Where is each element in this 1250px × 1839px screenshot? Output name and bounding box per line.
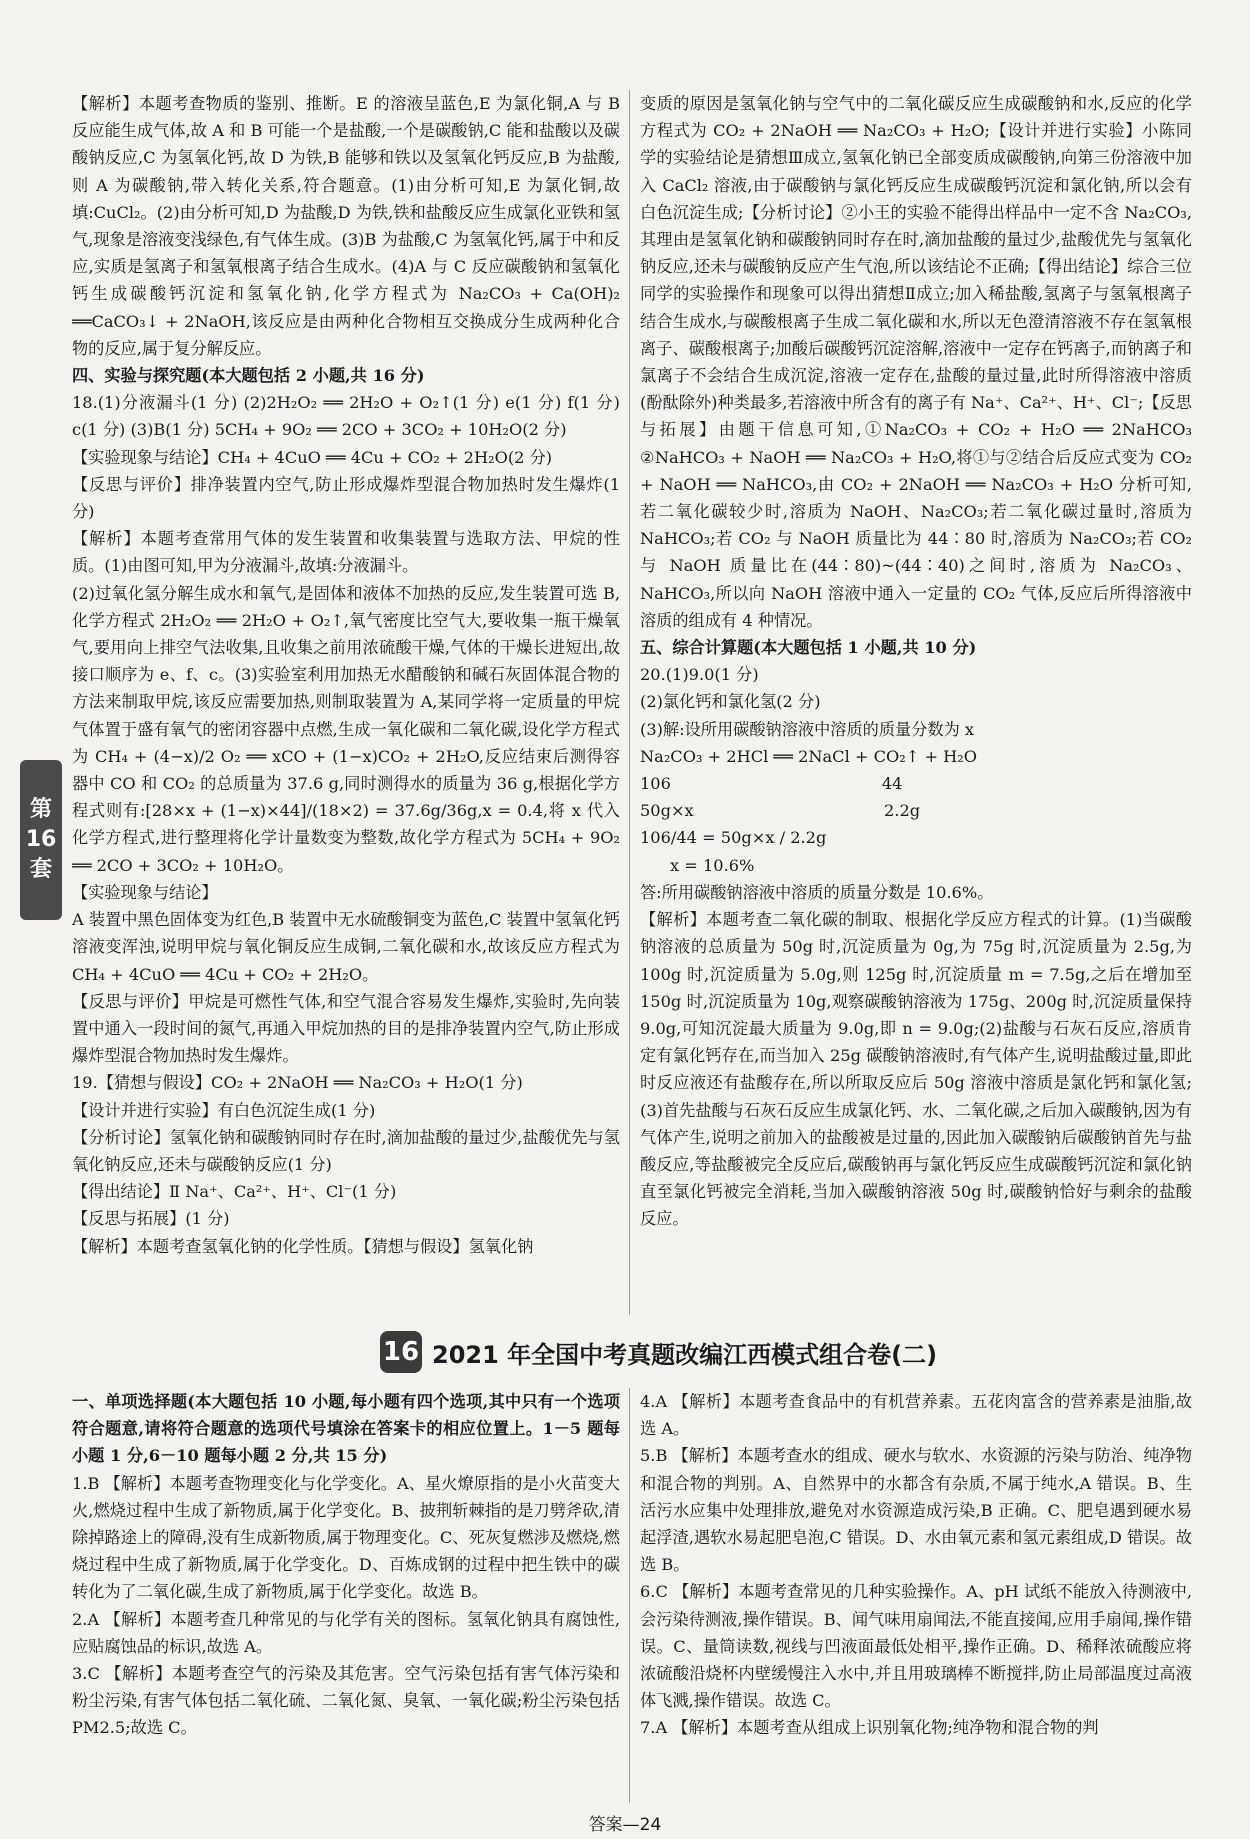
paragraph: 4.A 【解析】本题考查食品中的有机营养素。五花肉富含的营养素是油脂,故选 A。 [640,1392,1192,1439]
section-heading: 四、实验与探究题(本大题包括 2 小题,共 16 分) [72,366,425,386]
paragraph: 6.C 【解析】本题考查常见的几种实验操作。A、pH 试纸不能放入待测液中,会污染待测液,操作错误。B、闻气味用扇闻法,不能直接闻,应用手扇闻,操作错误。C、量筒读数,视线与凹液面最低处相平,操作正确。D、稀释浓硫酸应将浓硫酸沿烧杯内壁缓慢注入水中,并且用玻璃棒不断搅拌,防止局部温度过高液体飞溅,操作错误。故选 C。 [640,1582,1192,1711]
section-heading: 一、单项选择题(本大题包括 10 小题,每小题有四个选项,其中只有一个选项符合题意,请将符合题意的选项代号填涂在答案卡的相应位置上。1－5 题每小题 1 分,6－10 题每小题 2 分,共 15 分) [72,1392,620,1466]
paragraph: 【反思与评价】甲烷是可燃性气体,和空气混合容易发生爆炸,实验时,先向装置中通入一段时间的氮气,再通入甲烷加热的目的是排净装置内空气,防止形成爆炸型混合物加热时发生爆炸。 [72,991,620,1066]
paragraph: 【得出结论】Ⅱ Na⁺、Ca²⁺、H⁺、Cl⁻(1 分) [72,1182,397,1202]
paragraph: 1.B 【解析】本题考查物理变化与化学变化。A、星火燎原指的是小火苗变大火,燃烧过程中生成了新物质,属于化学变化。B、披荆斩棘指的是刀劈斧砍,清除掉路途上的障碍,没有生成新物质,属于物理变化。C、死灰复燃涉及燃烧,燃烧过程中生成了新物质,属于化学变化。D、百炼成钢的过程中把生铁中的碳转化为了二氧化碳,生成了新物质,属于化学变化。故选 B。 [72,1473,620,1602]
paragraph: 19.【猜想与假设】CO₂ + 2NaOH ══ Na₂CO₃ + H₂O(1 分) [72,1073,523,1093]
paragraph: 【实验现象与结论】CH₄ + 4CuO ══ 4Cu + CO₂ + 2H₂O(2 分) [72,447,553,467]
answer-column-bottom-right [640,1388,1192,1803]
paragraph: 【解析】本题考查常用气体的发生装置和收集装置与选取方法、甲烷的性质。(1)由图可知,甲为分液漏斗,故填:分液漏斗。 [72,529,620,576]
paragraph: 【反思与评价】排净装置内空气,防止形成爆炸型混合物加热时发生爆炸(1 分) [72,474,620,522]
paragraph: (2)氯化钙和氯化氢(2 分) [640,692,821,712]
paragraph: 2.A 【解析】本题考查几种常见的与化学有关的图标。氢氧化钠具有腐蚀性,应贴腐蚀品的标识,故选 A。 [72,1609,620,1656]
equation-line: 106/44 = 50g×x / 2.2g [640,828,827,848]
set-number-badge: 16 [380,1331,422,1373]
equation-line: 50g×x 2.2g [640,801,921,821]
section-title: 2021 年全国中考真题改编江西模式组合卷(二) [432,1340,938,1369]
paragraph: A 装置中黑色固体变为红色,B 装置中无水硫酸铜变为蓝色,C 装置中氢氧化钙溶液变浑浊,说明甲烷与氧化铜反应生成铜,二氧化碳和水,故该反应方程式为 CH₄ + 4CuO ══ 4Cu + CO₂ + 2H₂O。 [72,910,620,984]
paragraph: 变质的原因是氢氧化钠与空气中的二氧化碳反应生成碳酸钠和水,反应的化学方程式为 CO₂ + 2NaOH ══ Na₂CO₃ + H₂O;【设计并进行实验】小陈同学的实验结论是猜想Ⅲ成立,氢氧化钠已全部变质成碳酸钠,向第三份溶液中加入 CaCl₂ 溶液,由于碳酸钠与氯化钙反应生成碳酸钙沉淀和氯化钠,所以会有白色沉淀生成;【分析讨论】②小王的实验不能得出样品中一定不含 Na₂CO₃,其理由是氢氧化钠和碳酸钠同时存在时,滴加盐酸的量过少,盐酸优先与氢氧化钠反应,还未与碳酸钠反应产生气泡,所以该结论不正确;【得出结论】综合三位同学的实验操作和现象可以得出猜想Ⅱ成立;加入稀盐酸,氢离子与氢氧根离子结合生成水,与碳酸根离子生成二氧化碳和水,所以无色澄清溶液不存在氢氧根离子、碳酸根离子;加酸后碳酸钙沉淀溶解,溶液中一定存在钙离子,而钠离子和氯离子不会结合生成沉淀,溶液一定存在,盐酸的量过量,此时所得溶液中溶质(酚酞除外)种类最多,若溶液中所含有的离子有 Na⁺、Ca²⁺、H⁺、Cl⁻;【反思与拓展】由题干信息可知,①Na₂CO₃ + CO₂ + H₂O ══ 2NaHCO₃ ②NaHCO₃ + NaOH ══ Na₂CO₃ + H₂O,将①与②结合后反应式变为 CO₂ + NaOH ══ NaHCO₃,由 CO₂ + 2NaOH ══ Na₂CO₃ + H₂O 分析可知,若二氧化碳较少时,溶质为 NaOH、Na₂CO₃;若二氧化碳过量时,溶质为 NaHCO₃;若 CO₂ 与 NaOH 质量比为 44∶80 时,溶质为 Na₂CO₃;若 CO₂ 与 NaOH 质量比在(44∶80)~(44∶40)之间时,溶质为 Na₂CO₃、NaHCO₃,所以向 NaOH 溶液中通入一定量的 CO₂ 气体,反应后所得溶液中溶质的组成有 4 种情况。 [640,94,1192,630]
equation-line: x = 10.6% [670,855,755,875]
equation-line: 106 44 [640,774,903,794]
paragraph: 【解析】本题考查物质的鉴别、推断。E 的溶液呈蓝色,E 为氯化铜,A 与 B 反应能生成气体,故 A 和 B 可能一个是盐酸,一个是碳酸钠,C 能和盐酸以及碳酸钠反应,C 为氢氧化钙,故 D 为铁,B 能够和铁以及氢氧化钙反应,B 为盐酸,则 A 为碳酸钠,带入转化关系,符合题意。(1)由分析可知,E 为氯化铜,故填:CuCl₂。(2)由分析可知,D 为盐酸,D 为铁,铁和盐酸反应生成氯化亚铁和氢气,现象是溶液变浅绿色,有气体生成。(3)B 为盐酸,C 为氢氧化钙,属于中和反应,实质是氢离子和氢氧根离子结合生成水。(4)A 与 C 反应碳酸钠和氢氧化钙生成碳酸钙沉淀和氢氧化钠,化学方程式为 Na₂CO₃ + Ca(OH)₂ ══CaCO₃↓ + 2NaOH,该反应是由两种化合物相互交换成分生成两种化合物的反应,属于复分解反应。 [72,94,620,358]
paragraph: 3.C 【解析】本题考查空气的污染及其危害。空气污染包括有害气体污染和粉尘污染,有害气体包括二氧化硫、二氧化氮、臭氧、一氧化碳;粉尘污染包括 PM2.5;故选 C。 [72,1664,620,1738]
side-tab-char-1: 第 [29,797,52,822]
side-tab-char-2: 16 [25,827,57,852]
column-divider-bottom [629,1388,630,1803]
section-title-bar [380,1330,940,1374]
paragraph: (2)过氧化氢分解生成水和氧气,是固体和液体不加热的反应,发生装置可选 B,化学方程式 2H₂O₂ ══ 2H₂O + O₂↑,氧气密度比空气大,要收集一瓶干燥氧气,要用向上排空气法收集,且收集之前用浓硫酸干燥,气体的干燥长进短出,故接口顺序为 e、f、c。(3)实验室利用加热无水醋酸钠和碱石灰固体混合物的方法来制取甲烷,该反应需要加热,则制取装置为 A,某同学将一定质量的甲烷气体置于盛有氧气的密闭容器中点燃,生成一氧化碳和二氧化碳,设化学方程式为 CH₄ + (4−x)/2 O₂ ══ xCO + (1−x)CO₂ + 2H₂O,反应结束后测得容器中 CO 和 CO₂ 的总质量为 37.6 g,同时测得水的质量为 36 g,根据化学方程式则有:[28×x + (1−x)×44]/(18×2) = 37.6g/36g,x = 0.4,将 x 代入化学方程式,进行整理将化学计量数变为整数,故化学方程式为 5CH₄ + 9O₂ ══ 2CO + 3CO₂ + 10H₂O。 [72,583,620,875]
paragraph: 20.(1)9.0(1 分) [640,665,759,685]
side-tab-char-3: 套 [29,857,52,882]
answer-column-bottom-left [72,1388,620,1803]
paragraph: 答:所用碳酸钠溶液中溶质的质量分数是 10.6%。 [640,882,994,902]
paragraph: 【分析讨论】氢氧化钠和碳酸钠同时存在时,滴加盐酸的量过少,盐酸优先与氢氧化钠反应,还未与碳酸钠反应(1 分) [72,1127,620,1174]
paragraph: 【反思与拓展】(1 分) [72,1209,230,1229]
paragraph: 【解析】本题考查二氧化碳的制取、根据化学反应方程式的计算。(1)当碳酸钠溶液的总质量为 50g 时,沉淀质量为 0g,为 75g 时,沉淀质量为 2.5g,为 100g 时,沉淀质量为 5.0g,则 125g 时,沉淀质量 m = 7.5g,之后在增加至 150g 时,沉淀质量为 10g,观察碳酸钠溶液为 175g、200g 时,沉淀质量保持 9.0g,可知沉淀最大质量为 9.0g,即 n = 9.0g;(2)盐酸与石灰石反应,溶质肯定有氯化钙存在,而当加入 25g 碳酸钠溶液时,有气体产生,说明盐酸过量,即此时反应液还有盐酸存在,所以所取反应后 50g 溶液中溶质是氯化钙和氯化氢;(3)首先盐酸与石灰石反应生成氯化钙、水、二氧化碳,之后加入碳酸钠,因为有气体产生,说明之前加入的盐酸被是过量的,因此加入碳酸钠后碳酸钠首先与盐酸反应,等盐酸被完全反应后,碳酸钠再与氯化钙反应生成碳酸钙沉淀和氯化钠直至氯化钙被完全消耗,当加入碳酸钠溶液 50g 时,碳酸钠恰好与剩余的盐酸反应。 [640,910,1192,1229]
section-heading: 五、综合计算题(本大题包括 1 小题,共 10 分) [640,638,977,658]
page-number: 答案—24 [588,1815,662,1835]
paragraph: 【解析】本题考查氢氧化钠的化学性质。【猜想与假设】氢氧化钠 [72,1236,534,1256]
answer-column-top-right [640,90,1192,1315]
side-tab-set-marker [20,760,62,920]
column-divider-top [629,90,630,1315]
equation-line: Na₂CO₃ + 2HCl ══ 2NaCl + CO₂↑ + H₂O [640,746,978,766]
paragraph: 【实验现象与结论】 [72,882,218,902]
answer-column-top-left [72,90,620,1315]
paragraph: 7.A 【解析】本题考查从组成上识别氧化物;纯净物和混合物的判 [640,1718,1099,1738]
paragraph: 【设计并进行实验】有白色沉淀生成(1 分) [72,1100,376,1120]
paragraph: (3)解:设所用碳酸钠溶液中溶质的质量分数为 x [640,719,975,739]
paragraph: 18.(1)分液漏斗(1 分) (2)2H₂O₂ ══ 2H₂O + O₂↑(1 分) e(1 分) f(1 分) c(1 分) (3)B(1 分) 5CH₄ + 9O₂ ══ 2CO + 3CO₂ + 10H₂O(2 分) [72,393,620,440]
paragraph: 5.B 【解析】本题考查水的组成、硬水与软水、水资源的污染与防治、纯净物和混合物的判别。A、自然界中的水都含有杂质,不属于纯水,A 错误。B、生活污水应集中处理排放,避免对水资源造成污染,B 正确。C、肥皂遇到硬水易起浮渣,遇软水易起肥皂泡,C 错误。D、水由氧元素和氢元素组成,D 错误。故选 B。 [640,1446,1192,1575]
